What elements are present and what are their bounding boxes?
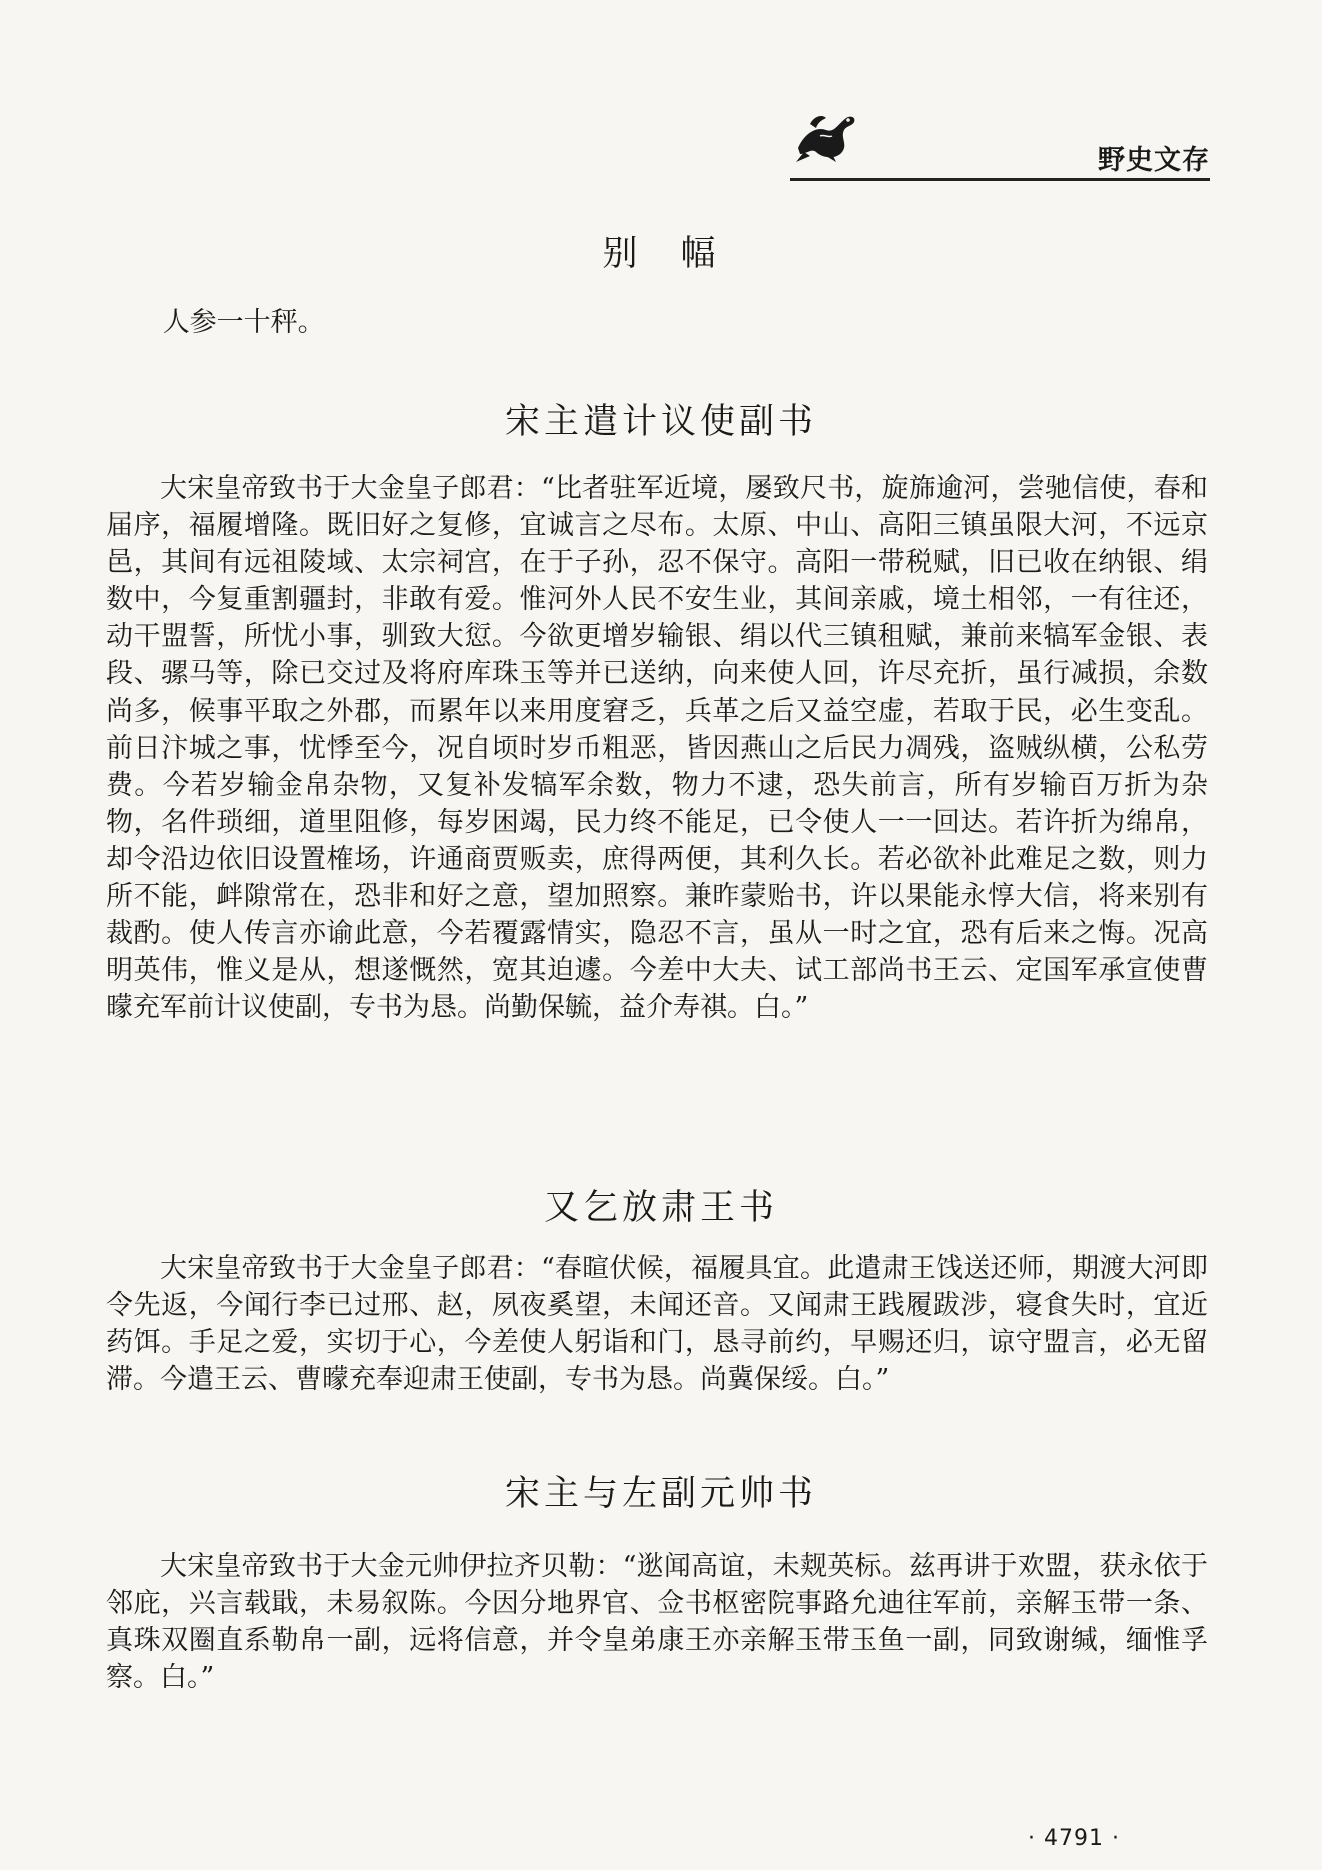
paragraph-zuofu-yuanshuai: 大宋皇帝致书于大金元帅伊拉齐贝勒：“逖闻高谊，未觌英标。兹再讲于欢盟，获永依于邻庇，兴言载戢，未易叙陈。今因分地界官、佥书枢密院事路允迪往军前，亲解玉带一条、真珠双圈直系勒帛一副，远将信意，并令皇弟康王亦亲解玉带玉鱼一副，同致谢缄，缅惟孚察。白。”: [106, 1551, 1208, 1694]
paragraph-qianshi-yishi: 大宋皇帝致书于大金皇子郎君：“比者驻军近境，屡致尺书，旋旆逾河，尝驰信使，春和届序，福履增隆。既旧好之复修，宜诚言之尽布。太原、中山、高阳三镇虽限大河，不远京邑，其间有远祖陵域、太宗祠宫，在于子孙，忍不保守。高阳一带税赋，旧已收在纳银、绢数中，今复重割疆封，非敢有爱。惟河外人民不安生业，其间亲戚，境土相邻，一有往还，动干盟誓，所忧小事，驯致大愆。今欲更增岁输银、绢以代三镇租赋，兼前来犒军金银、表段、骡马等，除已交过及将府库珠玉等并已送纳，向来使人回，许尽充折，虽行减损，余数尚多，候事平取之外郡，而累年以来用度窘乏，兵革之后又益空虚，若取于民，必生变乱。前日汴城之事，忧悸至今，况自顷时岁币粗恶，皆因燕山之后民力凋残，盗贼纵横，公私劳费。今若岁输金帛杂物，又复补发犒军余数，物力不逮，恐失前言，所有岁输百万折为杂物，名件琐细，道里阻修，每岁困竭，民力终不能足，已令使人一一回达。若许折为绵帛，却令沿边依旧设置榷场，许通商贾贩卖，庶得两便，其利久长。若必欲补此难足之数，则力所不能，衅隙常在，恐非和好之意，望加照察。兼昨蒙贻书，许以果能永惇大信，将来别有裁酌。使人传言亦谕此意，今若覆露情实，隐忍不言，虽从一时之宜，恐有后来之悔。况高明英伟，惟义是从，想遂慨然，宽其迫遽。今差中大夫、试工部尚书王云、定国军承宣使曹曚充军前计议使副，专书为恳。尚勤保毓，益介寿祺。白。”: [106, 473, 1208, 1024]
paragraph-biefu: 人参一十秤。: [162, 307, 325, 338]
dragon-emblem-icon: [790, 104, 860, 164]
header-rule: [790, 178, 1210, 181]
page-header: [790, 104, 1210, 184]
page-number: · 4791 ·: [1028, 1826, 1120, 1851]
section-title-zuofu-yuanshuai: 宋主与左副元帅书: [504, 1474, 817, 1514]
section-title-biefu: 别 幅: [602, 234, 720, 274]
section-title-qi-fang-suwang: 又乞放肃王书: [543, 1188, 778, 1228]
section-title-qianshi-yishi: 宋主遣计议使副书: [504, 402, 817, 442]
running-title: 野史文存: [1098, 145, 1210, 176]
paragraph-qi-fang-suwang: 大宋皇帝致书于大金皇子郎君：“春暄伏候，福履具宜。此遣肃王饯送还师，期渡大河即令先返，今闻行李已过邢、赵，夙夜奚望，未闻还音。又闻肃王践履跋涉，寝食失时，宜近药饵。手足之爱，实切于心，今差使人躬诣和门，恳寻前约，早赐还归，谅守盟言，必无留滞。今遣王云、曹曚充奉迎肃王使副，专书为恳。尚冀保绥。白。”: [106, 1253, 1208, 1396]
